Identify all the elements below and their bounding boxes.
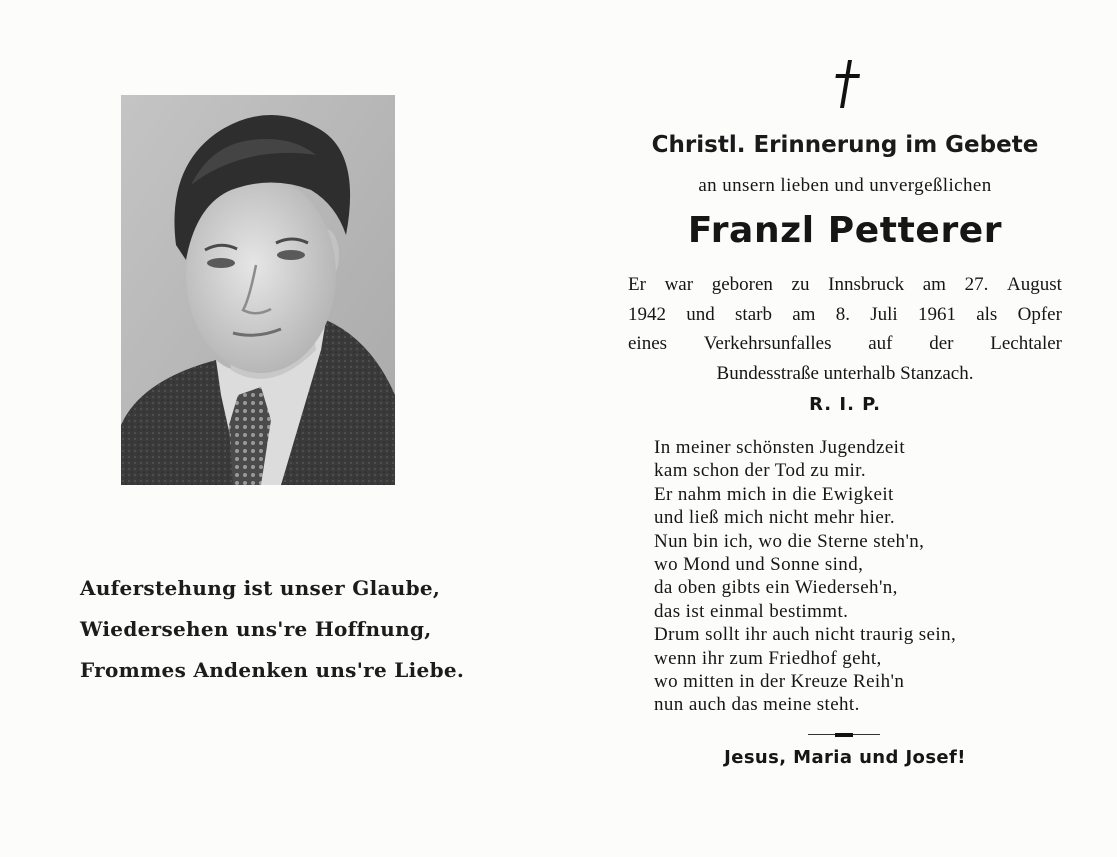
poem xyxy=(654,436,1064,717)
bio-word: Innsbruck xyxy=(828,274,905,295)
poem-line: das ist einmal bestimmt. xyxy=(654,600,849,622)
bio-line xyxy=(628,300,1062,330)
bio-word: Er xyxy=(628,274,646,295)
bio-word: und xyxy=(686,303,715,325)
ornament-divider xyxy=(808,733,880,737)
poem-line: wo mitten in der Kreuze Reih'n xyxy=(654,671,905,693)
bio-word: Verkehrsunfalles xyxy=(703,333,832,354)
left-verse xyxy=(80,568,500,691)
poem-line: Er nahm mich in die Ewigkeit xyxy=(654,483,894,505)
deceased-name: Franzl Petterer xyxy=(687,210,1003,251)
bio-text: Bundesstraße unterhalb Stanzach. xyxy=(716,362,974,384)
bio-word: am xyxy=(792,303,816,325)
bio-line xyxy=(628,270,1062,300)
verse-line: Wiedersehen uns're Hoffnung, xyxy=(80,617,432,641)
poem-line: und ließ mich nicht mehr hier. xyxy=(654,507,896,529)
bio-line xyxy=(628,329,1062,359)
bio-line xyxy=(628,359,1062,389)
bio-word: 8. xyxy=(835,303,850,325)
heading: Christl. Erinnerung im Gebete xyxy=(651,132,1039,158)
verse-line: Frommes Andenken uns're Liebe. xyxy=(80,658,465,682)
poem-line: Drum sollt ihr auch nicht traurig sein, xyxy=(654,624,957,646)
bio-word: am xyxy=(922,274,946,295)
bio-word: 27. xyxy=(964,274,989,295)
bio-word: zu xyxy=(791,274,810,295)
bio-word: 1961 xyxy=(917,303,956,325)
bio-word: 1942 xyxy=(628,303,666,325)
bio-word: auf xyxy=(868,333,893,354)
bio-word: August xyxy=(1007,274,1062,295)
bio-word: als xyxy=(976,303,998,325)
subheading: an unsern lieben und unvergeßlichen xyxy=(698,175,992,196)
poem-line: Nun bin ich, wo die Sterne steh'n, xyxy=(654,530,925,552)
bio-word: Juli xyxy=(870,303,898,325)
biography xyxy=(628,270,1062,388)
bio-word: Opfer xyxy=(1017,303,1062,325)
bio-word: starb xyxy=(735,303,772,325)
poem-line: wo Mond und Sonne sind, xyxy=(654,554,864,576)
portrait-photo xyxy=(121,95,395,485)
closing-invocation: Jesus, Maria und Josef! xyxy=(724,747,966,768)
poem-line: da oben gibts ein Wiederseh'n, xyxy=(654,577,898,599)
rip-text: R. I. P. xyxy=(809,394,881,415)
poem-line: nun auch das meine steht. xyxy=(654,694,860,716)
poem-line: kam schon der Tod zu mir. xyxy=(654,460,867,482)
bio-word: geboren xyxy=(711,274,773,295)
bio-word: eines xyxy=(628,333,668,354)
cross-icon xyxy=(833,58,863,110)
verse-line: Auferstehung ist unser Glaube, xyxy=(80,576,441,600)
poem-line: In meiner schönsten Jugendzeit xyxy=(654,437,906,458)
bio-word: war xyxy=(664,274,694,295)
bio-word: Lechtaler xyxy=(990,333,1062,354)
bio-word: der xyxy=(929,333,954,354)
poem-line: wenn ihr zum Friedhof geht, xyxy=(654,647,882,669)
portrait-image xyxy=(121,95,395,485)
